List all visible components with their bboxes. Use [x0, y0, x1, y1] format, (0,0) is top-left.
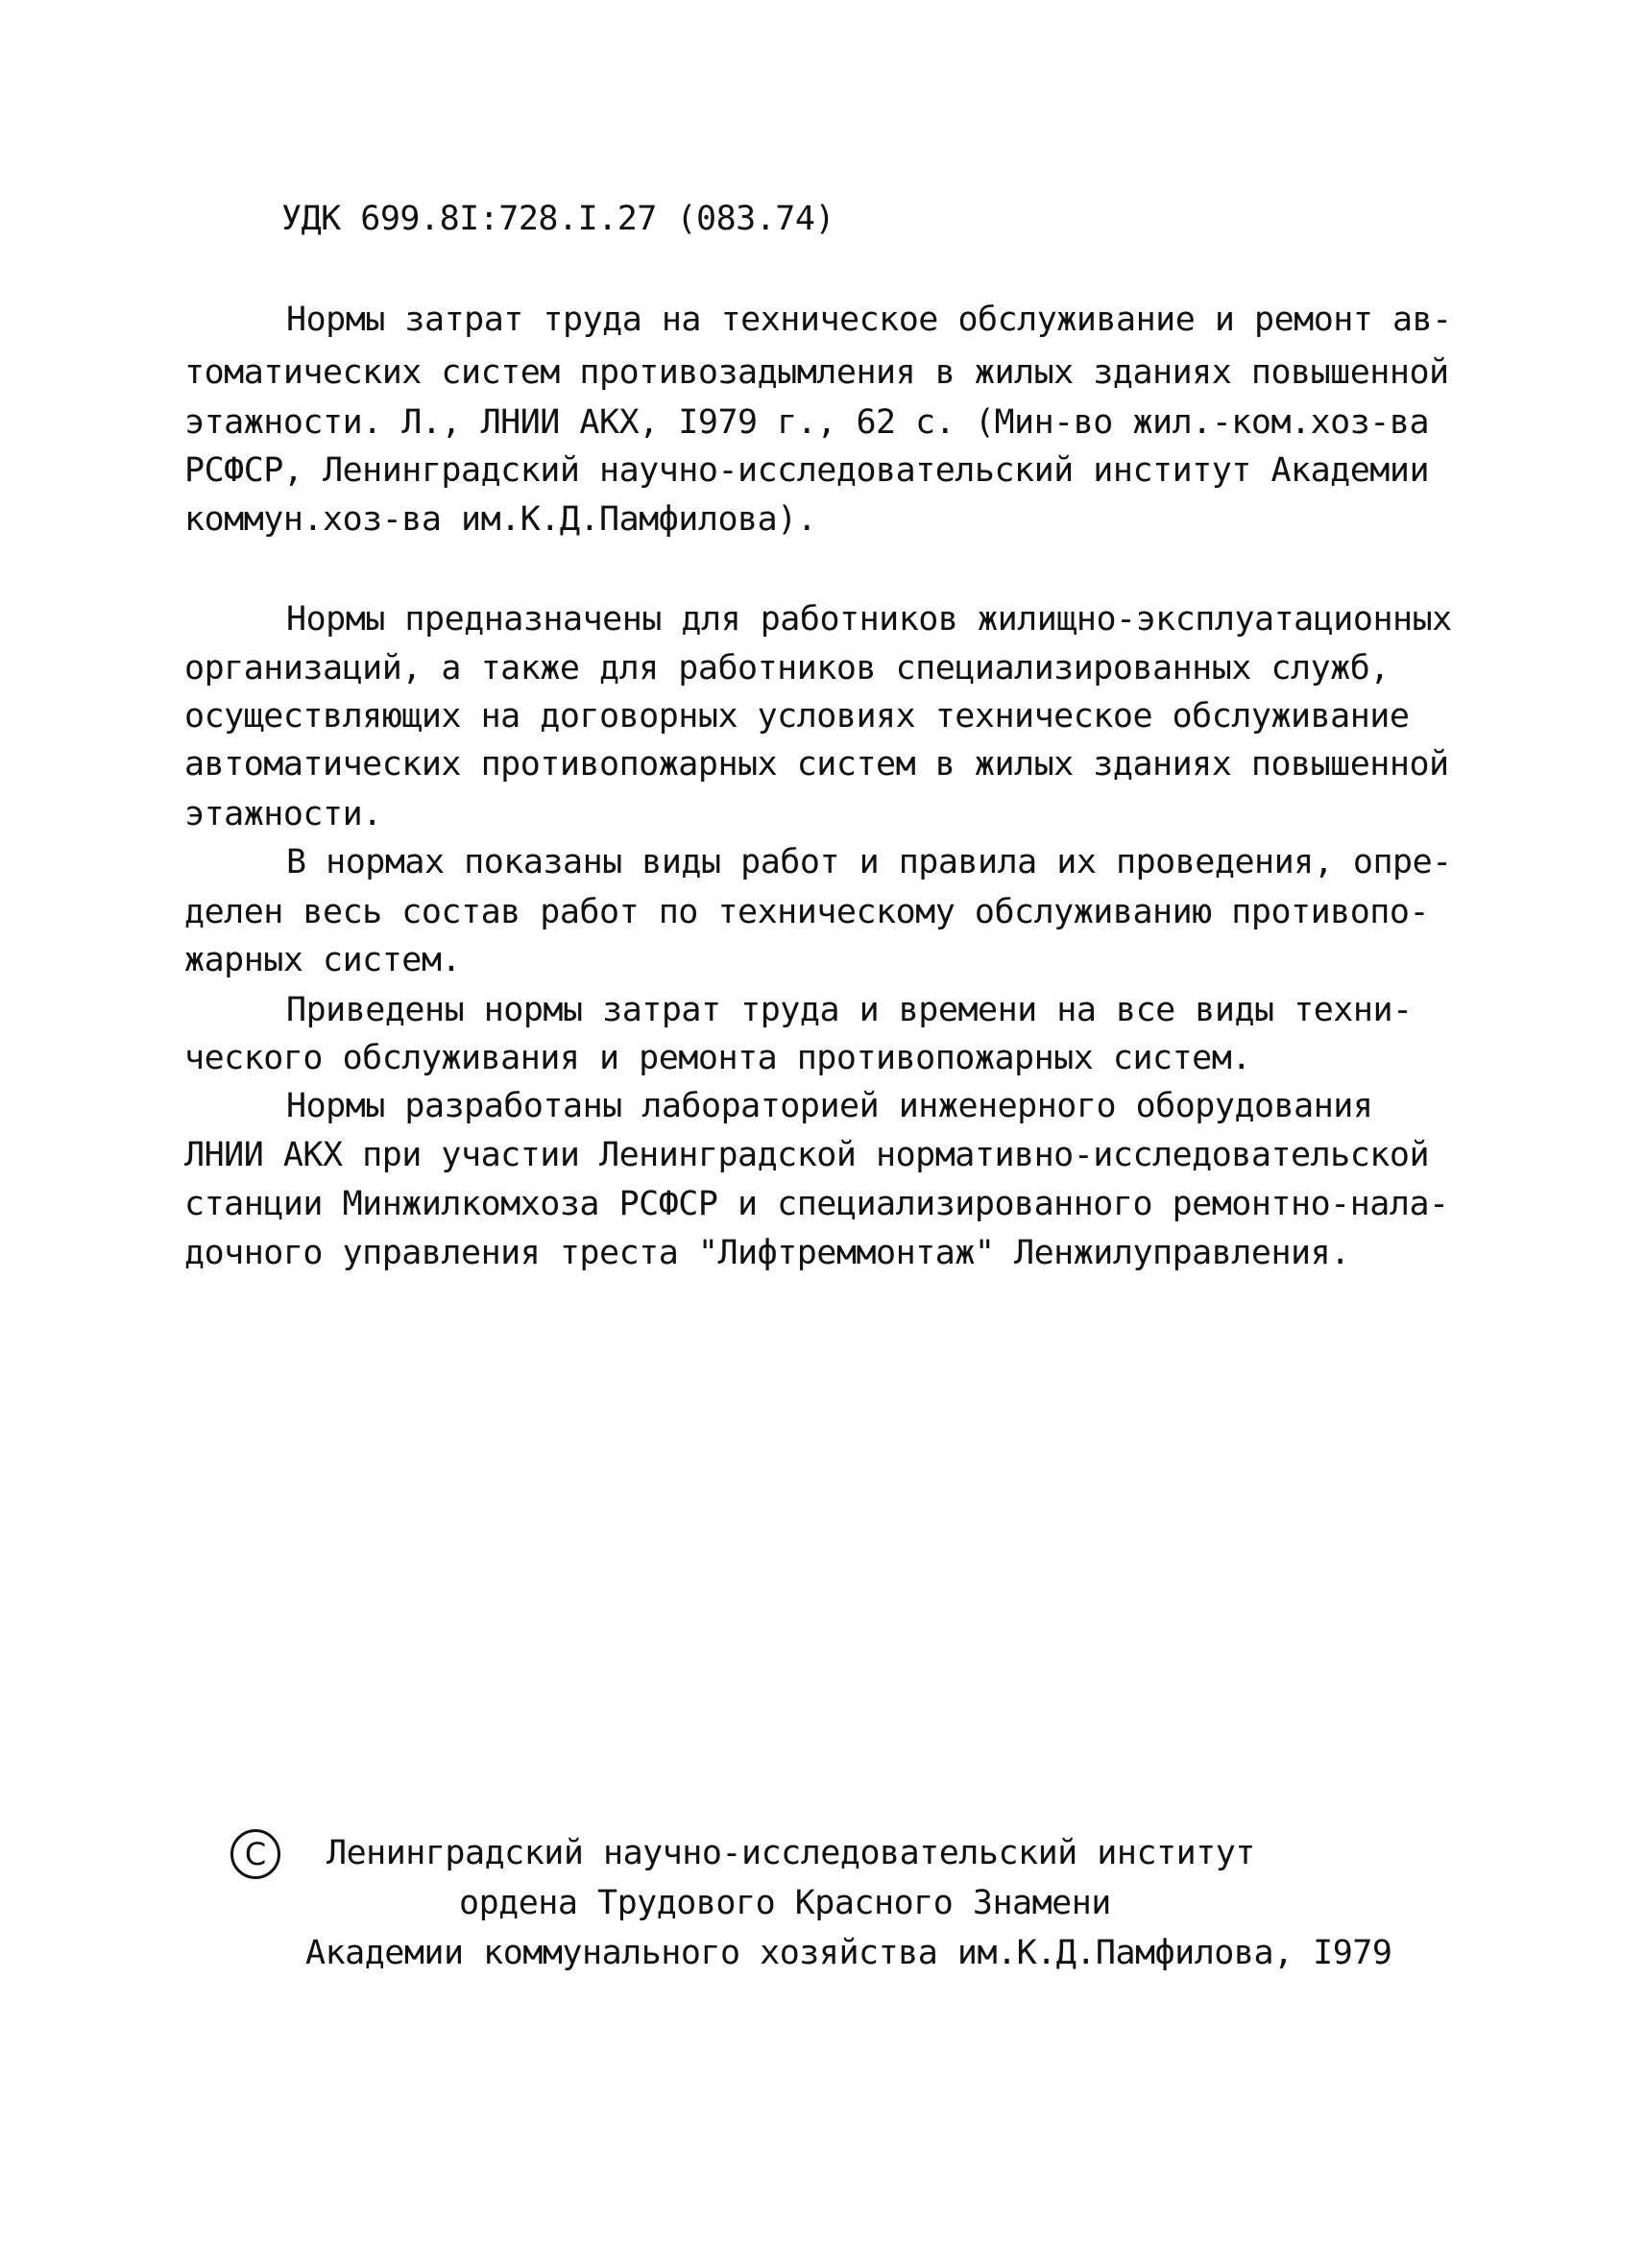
body-line: дочного управления треста "Лифтреммонтаж" Ленжилуправления. [184, 1234, 1350, 1272]
body-line: делен весь состав работ по техническому обслуживанию противопо- [184, 893, 1430, 931]
body-line: ческого обслуживания и ремонта противопожарных систем. [184, 1039, 1251, 1077]
body-line: Приведены нормы затрат труда и времени на все виды техни- [286, 991, 1413, 1029]
copyright-line: ордена Трудового Красного Знамени [459, 1884, 1111, 1922]
body-line: осуществляющих на договорных условиях техническое обслуживание [184, 697, 1410, 736]
body-line: станции Минжилкомхоза РСФСР и специализированного ремонтно-нала- [184, 1185, 1449, 1223]
abstract-line: коммун.хоз-ва им.К.Д.Памфилова). [184, 500, 817, 539]
abstract-line: РСФСР, Ленинградский научно-исследовательский институт Академии [184, 451, 1430, 490]
body-line: Нормы предназначены для работников жилищно-эксплуатационных [286, 600, 1452, 639]
body-line: автоматических противопожарных систем в жилых зданиях повышенной [184, 745, 1449, 784]
body-line: В нормах показаны виды работ и правила их проведения, опре- [286, 843, 1452, 881]
copyright-line: Ленинградский научно-исследовательский институт [327, 1834, 1255, 1872]
abstract-line: этажности. Л., ЛНИИ АКХ, I979 г., 62 с. (Мин-во жил.-ком.хоз-ва [184, 403, 1430, 442]
udk-code: УДК 699.8I:728.I.27 (083.74) [281, 200, 835, 238]
body-line: жарных систем. [184, 941, 462, 979]
abstract-line: Нормы затрат труда на техническое обслуживание и ремонт ав- [286, 301, 1452, 339]
copyright-line: Академии коммунального хозяйства им.К.Д.Памфилова, I979 [305, 1934, 1392, 1972]
body-line: этажности. [184, 795, 382, 833]
body-line: Нормы разработаны лабораторией инженерного оборудования [286, 1087, 1373, 1125]
body-line: ЛНИИ АКХ при участии Ленинградской нормативно-исследовательской [184, 1136, 1430, 1174]
copyright-icon: C [230, 1829, 280, 1879]
abstract-line: томатических систем противозадымления в жилых зданиях повышенной [184, 353, 1449, 392]
body-line: организаций, а также для работников специализированных служб, [184, 649, 1390, 688]
